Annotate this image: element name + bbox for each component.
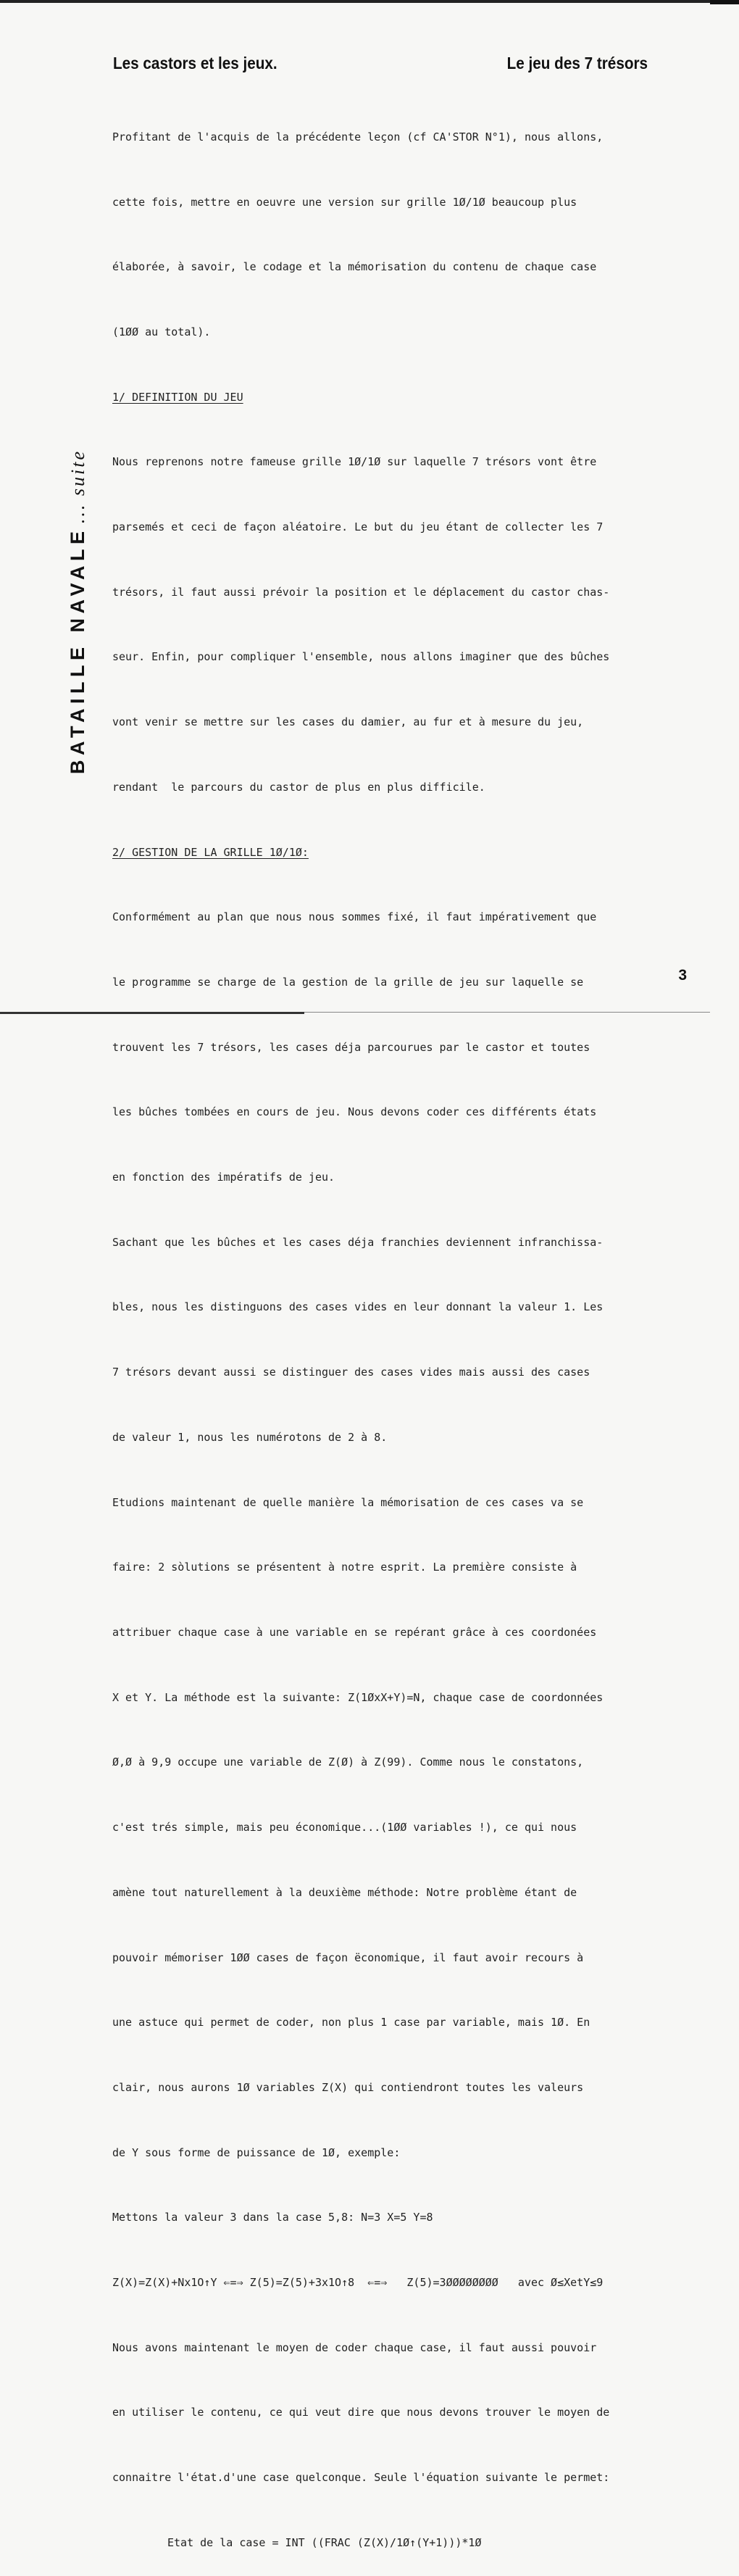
body-line: élaborée, à savoir, le codage et la mémorisation du contenu de chaque case	[112, 260, 597, 274]
body-line: Profitant de l'acquis de la précédente leçon (cf CA'STOR N°1), nous allons,	[112, 130, 604, 144]
section-heading-grille: 2/ GESTION DE LA GRILLE 1Ø/1Ø:	[112, 845, 309, 859]
body-line: de Y sous forme de puissance de 1Ø, exemple:	[112, 2145, 401, 2159]
sidebar-vertical-title	[67, 449, 89, 774]
body-line: Ø,Ø à 9,9 occupe une variable de Z(Ø) à Z(99). Comme nous le constatons,	[112, 1756, 584, 1769]
body-line: rendant le parcours du castor de plus en plus difficile.	[112, 780, 485, 794]
sidebar-title-text: BATAILLE NAVALE	[67, 526, 88, 774]
body-line: 7 trésors devant aussi se distinguer des cases vides mais aussi des cases	[112, 1366, 590, 1379]
body-line: Sachant que les bûches et les cases déja franchies deviennent infranchissa-	[112, 1235, 604, 1249]
body-line: attribuer chaque case à une variable en se repérant grâce à ces coordonées	[112, 1625, 597, 1639]
body-line: Nous reprenons notre fameuse grille 1Ø/1Ø sur laquelle 7 trésors vont être	[112, 455, 597, 469]
formula-line: Z(X)=Z(X)+Nx1O↑Y ⇐=⇒ Z(5)=Z(5)+3x1O↑8 ⇐=⇒ Z(5)=3ØØØØØØØØ avec Ø≤XetY≤9	[112, 2276, 604, 2290]
body-line: les bûches tombées en cours de jeu. Nous devons coder ces différents états	[112, 1105, 597, 1119]
page-number: 3	[678, 967, 687, 984]
body-line: faire: 2 sòlutions se présentent à notre esprit. La première consiste à	[112, 1561, 577, 1574]
section-heading-definition: 1/ DEFINITION DU JEU	[112, 390, 243, 404]
body-line: cette fois, mettre en oeuvre une version sur grille 1Ø/1Ø beaucoup plus	[112, 195, 577, 209]
page-top-edge-mark	[710, 0, 739, 4]
body-line: le programme se charge de la gestion de la grille de jeu sur laquelle se	[112, 975, 584, 989]
body-line: parsemés et ceci de façon aléatoire. Le but du jeu étant de collecter les 7	[112, 520, 604, 534]
body-line: trésors, il faut aussi prévoir la position et le déplacement du castor chas-	[112, 585, 610, 599]
body-line: Conformément au plan que nous nous sommes fixé, il faut impérativement que	[112, 910, 597, 924]
body-line: amène tout naturellement à la deuxième méthode: Notre problème étant de	[112, 1885, 577, 1899]
body-line: seur. Enfin, pour compliquer l'ensemble, nous allons imaginer que des bûches	[112, 650, 610, 664]
body-line: bles, nous les distinguons des cases vides en leur donnant la valeur 1. Les	[112, 1300, 604, 1314]
page-bottom-edge	[0, 1012, 304, 1014]
body-line: Etudions maintenant de quelle manière la mémorisation de ces cases va se	[112, 1495, 584, 1509]
header-left-title: Les castors et les jeux.	[113, 54, 277, 72]
body-line: vont venir se mettre sur les cases du damier, au fur et à mesure du jeu,	[112, 715, 584, 729]
body-line: Nous avons maintenant le moyen de coder chaque case, il faut aussi pouvoir	[112, 2340, 597, 2354]
body-line: trouvent les 7 trésors, les cases déja parcourues par le castor et toutes	[112, 1040, 590, 1054]
body-line: en utiliser le contenu, ce qui veut dire que nous devons trouver le moyen de	[112, 2406, 610, 2419]
body-line: (1ØØ au total).	[112, 325, 211, 338]
body-line: de valeur 1, nous les numérotons de 2 à 8.	[112, 1430, 388, 1444]
body-line: pouvoir mémoriser 1ØØ cases de façon ëconomique, il faut avoir recours à	[112, 1950, 584, 1964]
example-line: Mettons la valeur 3 dans la case 5,8: N=3 X=5 Y=8	[112, 2211, 433, 2224]
state-equation: Etat de la case = INT ((FRAC (Z(X)/1Ø↑(Y+1)))*1Ø	[167, 2535, 482, 2549]
page-top-edge	[0, 0, 739, 3]
body-line: X et Y. La méthode est la suivante: Z(1ØxX+Y)=N, chaque case de coordonnées	[112, 1690, 604, 1704]
body-line: en fonction des impératifs de jeu.	[112, 1171, 335, 1184]
sidebar-suffix-text: ... suite	[67, 449, 88, 524]
body-line: c'est trés simple, mais peu économique...(1ØØ variables !), ce qui nous	[112, 1821, 577, 1835]
page-bottom-edge-line	[304, 1012, 710, 1013]
article-body	[112, 83, 670, 2576]
body-line: connaitre l'état.d'une case quelconque. Seule l'équation suivante le permet:	[112, 2471, 610, 2485]
body-line: clair, nous aurons 1Ø variables Z(X) qui contiendront toutes les valeurs	[112, 2080, 584, 2094]
body-line: une astuce qui permet de coder, non plus 1 case par variable, mais 1Ø. En	[112, 2016, 590, 2029]
header-right-title: Le jeu des 7 trésors	[506, 54, 648, 72]
